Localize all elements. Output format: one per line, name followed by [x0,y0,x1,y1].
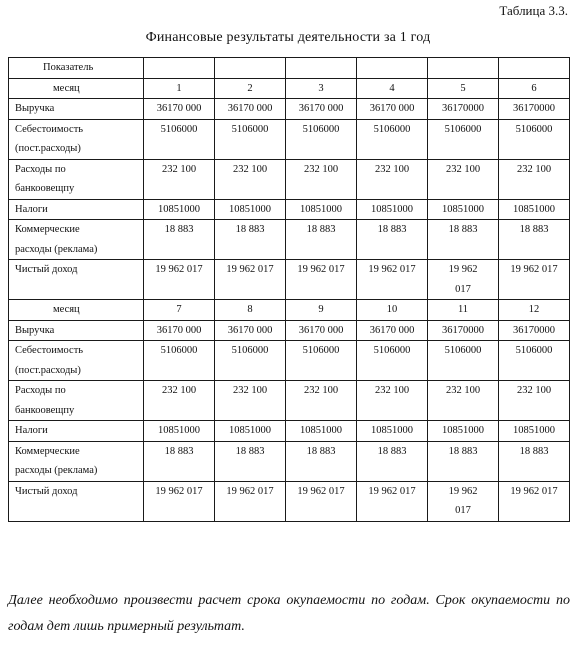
value-cell [357,199,428,220]
cell-value: 18 883 [377,224,407,235]
header-label: Показатель [43,62,94,73]
row-label: Расходы по [15,385,66,396]
month-number: 8 [247,304,253,315]
table-row [9,381,570,421]
row-label: Коммерческие [15,445,80,457]
month-number-cell [215,78,286,99]
month-number-cell [428,300,499,321]
cell-value: 232 100 [374,385,410,396]
cell-value: 18 883 [235,224,265,235]
cell-value: 017 [455,505,471,516]
value-cell [215,159,286,199]
value-cell [428,481,499,521]
cell-value: 5106000 [373,345,411,356]
value-cell [144,381,215,421]
row-label: Чистый доход [15,485,78,497]
row-label: Чистый доход [15,264,78,275]
cell-value: 232 100 [445,385,481,396]
month-number: 4 [389,82,395,94]
row-label: Выручка [15,103,55,114]
value-cell [499,99,570,120]
month-number-cell [144,78,215,99]
cell-value: 36170 000 [369,324,415,336]
month-label-cell [9,78,144,99]
cell-value: 19 962 017 [368,264,416,275]
row-label: Себестоимость [15,345,84,356]
row-label: Выручка [15,324,55,336]
month-row [9,78,570,99]
empty-cell [286,58,357,79]
month-number-cell [357,300,428,321]
cell-value: 5106000 [160,123,198,135]
value-cell [144,441,215,481]
value-cell [286,421,357,442]
cell-value: 10851000 [229,203,271,215]
row-label-cell [9,260,144,300]
cell-value: 5106000 [302,345,340,356]
table-caption: Таблица 3.3. [499,3,568,18]
row-label: банкоовещпу [15,183,75,194]
value-cell [428,199,499,220]
table-row [9,199,570,220]
month-number-cell [286,78,357,99]
value-cell [428,159,499,199]
cell-value: 5106000 [373,123,411,135]
cell-value: 36170 000 [369,103,415,114]
value-cell [499,159,570,199]
value-cell [144,99,215,120]
row-label: Себестоимость [15,123,84,135]
value-cell [144,220,215,260]
value-cell [144,199,215,220]
table-row [9,220,570,260]
value-cell [357,119,428,159]
row-label: расходы (реклама) [15,243,98,255]
body-paragraph: Далее необходимо произвести расчет срока окупаемости по годам. Срок окупаемости по годам дет лишь примерный результат. [8,593,570,634]
empty-cell [428,58,499,79]
row-label: (пост.расходы) [15,143,81,154]
cell-value: 5106000 [515,345,553,356]
value-cell [144,421,215,442]
cell-value: 232 100 [303,385,339,396]
cell-value: 36170 000 [298,324,344,336]
value-cell [428,341,499,381]
cell-value: 36170 000 [298,103,344,114]
table-row [9,421,570,442]
row-label: Коммерческие [15,224,80,235]
table-row [9,119,570,159]
row-label-cell [9,99,144,120]
cell-value: 232 100 [445,163,481,175]
value-cell [428,260,499,300]
cell-value: 19 962 017 [297,264,345,275]
row-label-cell [9,441,144,481]
value-cell [215,220,286,260]
header-row [9,58,570,79]
cell-value: 232 100 [161,163,197,175]
cell-value: 18 883 [306,224,336,235]
value-cell [357,381,428,421]
value-cell [215,320,286,341]
cell-value: 10851000 [300,203,342,215]
cell-value: 19 962 017 [510,485,558,497]
row-label: (пост.расходы) [15,364,81,376]
value-cell [144,119,215,159]
row-label: Налоги [15,425,48,436]
cell-value: 5106000 [444,345,482,356]
cell-value: 10851000 [513,425,555,436]
row-label-cell [9,159,144,199]
value-cell [286,381,357,421]
value-cell [286,119,357,159]
value-cell [357,481,428,521]
cell-value: 36170 000 [156,324,202,336]
month-number: 10 [386,304,398,315]
cell-value: 36170000 [442,324,484,336]
row-label-cell [9,381,144,421]
value-cell [357,99,428,120]
header-cell [9,58,144,79]
row-label-cell [9,199,144,220]
value-cell [215,119,286,159]
value-cell [286,341,357,381]
value-cell [215,260,286,300]
cell-value: 232 100 [516,163,552,175]
row-label-cell [9,220,144,260]
value-cell [286,260,357,300]
row-label: расходы (реклама) [15,465,98,476]
table-row [9,159,570,199]
row-label-cell [9,320,144,341]
cell-value: 10851000 [442,425,484,436]
cell-value: 18 883 [235,445,265,457]
table-row [9,260,570,300]
value-cell [144,320,215,341]
row-label-cell [9,341,144,381]
value-cell [499,341,570,381]
cell-value: 19 962 017 [226,264,274,275]
value-cell [215,441,286,481]
cell-value: 10851000 [371,203,413,215]
month-number: 12 [528,304,540,315]
value-cell [357,421,428,442]
cell-value: 18 883 [377,445,407,457]
cell-value: 232 100 [516,385,552,396]
value-cell [286,199,357,220]
row-label-cell [9,481,144,521]
value-cell [215,381,286,421]
cell-value: 5106000 [231,345,269,356]
value-cell [499,441,570,481]
cell-value: 5106000 [515,123,553,135]
cell-value: 19 962 017 [155,485,203,497]
financial-results-table [8,57,570,522]
cell-value: 5106000 [444,123,482,135]
cell-value: 232 100 [161,385,197,396]
cell-value: 18 883 [306,445,336,457]
table-row [9,99,570,120]
cell-value: 19 962 017 [226,485,274,497]
table-title: Финансовые результаты деятельности за 1 год [145,30,431,45]
cell-value: 10851000 [158,425,200,436]
cell-value: 017 [455,283,471,295]
month-number: 7 [176,304,182,315]
row-label: Расходы по [15,163,66,175]
cell-value: 10851000 [371,425,413,436]
row-label: банкоовещпу [15,404,75,416]
value-cell [428,320,499,341]
value-cell [428,99,499,120]
cell-value: 5106000 [302,123,340,135]
value-cell [499,260,570,300]
cell-value: 19 962 017 [297,485,345,497]
cell-value: 18 883 [519,445,549,457]
table-row [9,481,570,521]
value-cell [144,159,215,199]
cell-value: 18 883 [448,445,478,457]
value-cell [286,320,357,341]
cell-value: 10851000 [300,425,342,436]
value-cell [499,199,570,220]
value-cell [144,341,215,381]
cell-value: 10851000 [442,203,484,215]
cell-value: 36170000 [513,324,555,336]
cell-value: 10851000 [513,203,555,215]
month-label-cell [9,300,144,321]
value-cell [215,481,286,521]
month-row [9,300,570,321]
cell-value: 232 100 [232,385,268,396]
value-cell [286,99,357,120]
value-cell [357,260,428,300]
cell-value: 19 962 017 [510,264,558,275]
month-number-cell [428,78,499,99]
cell-value: 18 883 [164,445,194,457]
value-cell [286,441,357,481]
month-number: 11 [457,304,469,315]
value-cell [144,481,215,521]
value-cell [428,381,499,421]
value-cell [428,119,499,159]
cell-value: 18 883 [519,224,549,235]
cell-value: 18 883 [164,224,194,235]
value-cell [357,159,428,199]
month-label: месяц [53,82,80,94]
month-number-cell [357,78,428,99]
month-number-cell [286,300,357,321]
empty-cell [357,58,428,79]
value-cell [215,199,286,220]
value-cell [499,381,570,421]
value-cell [286,481,357,521]
month-number: 5 [460,82,466,94]
value-cell [499,481,570,521]
month-number-cell [499,300,570,321]
value-cell [215,99,286,120]
table-row [9,441,570,481]
value-cell [357,341,428,381]
month-label: месяц [53,304,80,315]
cell-value: 19 962 [448,485,478,497]
value-cell [286,220,357,260]
cell-value: 10851000 [158,203,200,215]
month-number: 2 [247,82,253,94]
value-cell [286,159,357,199]
cell-value: 36170 000 [227,103,273,114]
month-number: 9 [318,304,324,315]
value-cell [428,421,499,442]
value-cell [499,220,570,260]
month-number: 3 [318,82,324,94]
cell-value: 10851000 [229,425,271,436]
month-number-cell [144,300,215,321]
value-cell [499,421,570,442]
empty-cell [215,58,286,79]
value-cell [215,341,286,381]
table-row [9,320,570,341]
cell-value: 19 962 [448,264,478,275]
value-cell [357,320,428,341]
cell-value: 232 100 [232,163,268,175]
cell-value: 36170 000 [227,324,273,336]
empty-cell [144,58,215,79]
value-cell [357,220,428,260]
value-cell [144,260,215,300]
cell-value: 18 883 [448,224,478,235]
row-label-cell [9,119,144,159]
cell-value: 232 100 [303,163,339,175]
cell-value: 19 962 017 [368,485,416,497]
value-cell [428,441,499,481]
row-label: Налоги [15,203,48,215]
month-number-cell [215,300,286,321]
value-cell [499,320,570,341]
cell-value: 36170 000 [156,103,202,114]
cell-value: 5106000 [160,345,198,356]
cell-value: 36170000 [442,103,484,114]
cell-value: 19 962 017 [155,264,203,275]
empty-cell [499,58,570,79]
month-number-cell [499,78,570,99]
month-number: 1 [176,82,182,94]
row-label-cell [9,421,144,442]
table-row [9,341,570,381]
cell-value: 232 100 [374,163,410,175]
value-cell [499,119,570,159]
cell-value: 36170000 [513,103,555,114]
value-cell [357,441,428,481]
month-number: 6 [531,82,537,94]
value-cell [428,220,499,260]
value-cell [215,421,286,442]
cell-value: 5106000 [231,123,269,135]
